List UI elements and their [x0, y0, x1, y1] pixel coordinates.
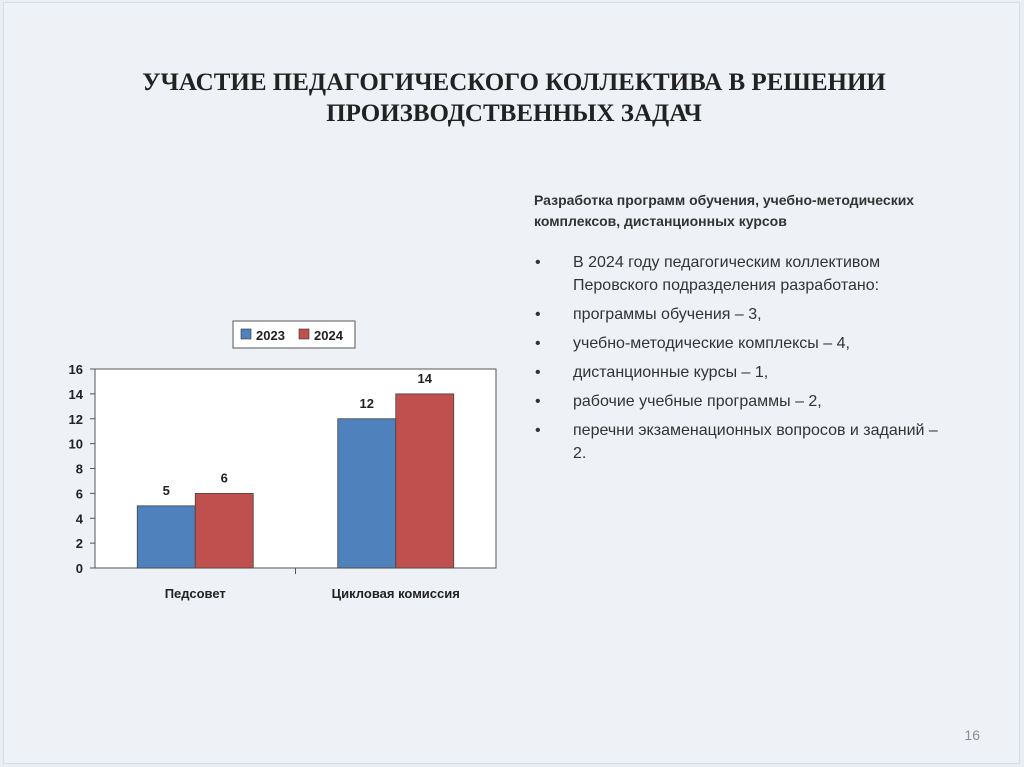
slide — [3, 2, 1020, 764]
data-label: 5 — [162, 482, 170, 498]
legend-swatch-2023 — [241, 329, 251, 339]
category-labels — [165, 586, 460, 601]
bullet-list — [535, 251, 955, 471]
page-number: 16 — [964, 727, 980, 743]
x-category-label: Цикловая комиссия — [331, 586, 460, 601]
y-tick-label: 10 — [68, 436, 83, 452]
y-tick-label: 0 — [75, 561, 83, 576]
data-label: 12 — [359, 395, 374, 411]
bullet-item: • дистанционные курсы – 1, — [535, 361, 955, 384]
bullet-item: • В 2024 году педагогическим коллективом Перовского подразделения разработано: — [535, 251, 955, 297]
data-label: 14 — [417, 370, 432, 386]
page-title: УЧАСТИЕ ПЕДАГОГИЧЕСКОГО КОЛЛЕКТИВА В РЕШЕНИИ ПРОИЗВОДСТВЕННЫХ ЗАДАЧ — [142, 69, 886, 127]
bullet-dot-icon: • — [535, 422, 541, 439]
y-tick-label: 4 — [75, 511, 83, 527]
y-tick-label: 2 — [75, 536, 83, 552]
y-tick-label: 14 — [68, 386, 83, 402]
bar-2023-2 — [338, 419, 396, 568]
chart-legend — [233, 321, 355, 348]
bullet-dot-icon: • — [535, 254, 541, 271]
y-tick-label: 8 — [75, 461, 83, 477]
x-category-label: Педсовет — [164, 586, 226, 601]
bullet-dot-icon: • — [535, 306, 541, 323]
section-subtitle: Разработка программ обучения, учебно-методических комплексов, дистанционных курсов — [534, 192, 915, 229]
legend-swatch-2024 — [299, 329, 309, 339]
y-tick-label: 16 — [68, 362, 83, 377]
legend-label-2023: 2023 — [256, 328, 285, 343]
bullet-item: • программы обучения – 3, — [535, 303, 955, 326]
data-label: 6 — [220, 470, 228, 486]
bar-2023-1 — [137, 506, 195, 568]
bullet-dot-icon: • — [535, 393, 541, 410]
bullet-item: • учебно-методические комплексы – 4, — [535, 332, 955, 355]
bullet-item: • перечни экзаменационных вопросов и заданий – 2. — [535, 419, 955, 465]
bar-2024-2 — [396, 394, 454, 568]
y-tick-label: 12 — [68, 411, 83, 427]
bullet-item: • рабочие учебные программы – 2, — [535, 390, 955, 413]
y-tick-label: 6 — [75, 486, 83, 502]
bar-2024-1 — [195, 493, 253, 568]
bullet-dot-icon: • — [535, 364, 541, 381]
bullet-dot-icon: • — [535, 335, 541, 352]
legend-label-2024: 2024 — [314, 328, 343, 343]
